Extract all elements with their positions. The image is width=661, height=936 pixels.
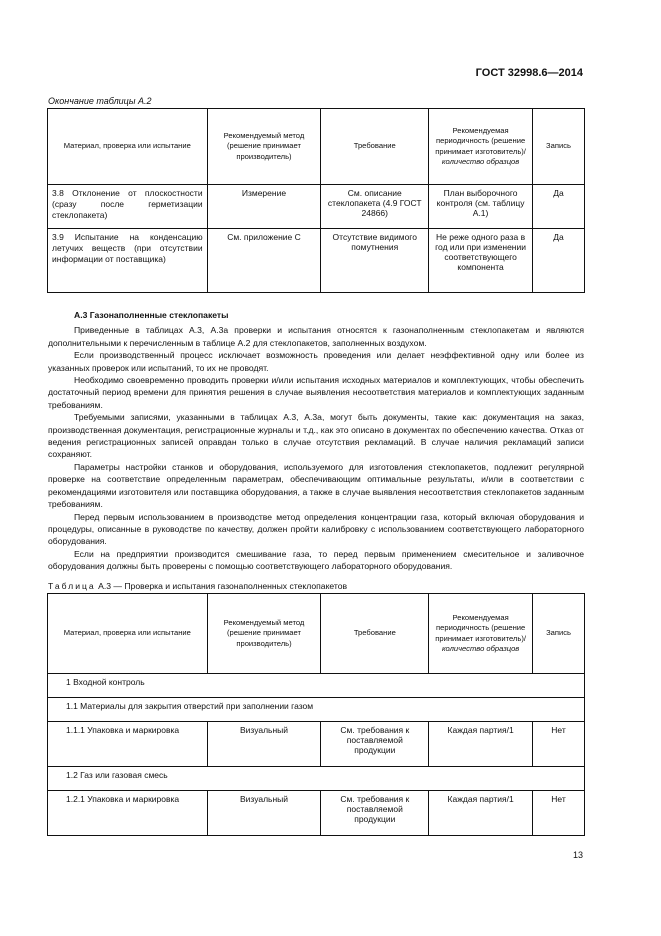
col-header-periodicity: Рекомендуемая периодичность (решение принимает изготовитель)/ количество образцов xyxy=(429,109,533,185)
cell-method: Визуальный xyxy=(207,722,321,767)
table-header-row xyxy=(48,109,585,185)
table-a3-caption: Таблица А.3 — Проверка и испытания газонаполненных стеклопакетов xyxy=(48,581,348,591)
group-gas-mixture: 1.2 Газ или газовая смесь xyxy=(48,767,585,791)
cell-periodicity: Не реже одного раза в год или при изменении соответствующего компонента xyxy=(429,229,533,293)
cell-requirement: См. требования к поставляемой продукции xyxy=(321,791,429,836)
section-heading: А.3 Газонаполненные стеклопакеты xyxy=(74,310,229,320)
col-header-requirement: Требование xyxy=(321,594,429,674)
table-row xyxy=(48,185,585,229)
section-a3 xyxy=(48,309,584,573)
col-header-method: Рекомендуемый метод (решение принимает производитель) xyxy=(207,594,321,674)
table-row xyxy=(48,722,585,767)
cell-periodicity: Каждая партия/1 xyxy=(429,722,533,767)
group-sealing-materials: 1.1 Материалы для закрытия отверстий при заполнении газом xyxy=(48,698,585,722)
paragraph: Требуемыми записями, указанными в таблицах А.3, А.3а, могут быть документы, такие как: документация на заказ, производственная документация, регистрационные журналы и т.д., как это описано в документах по обеспечению качества. Отказ от ведения регистрационных записей оправдан только в случае отсутствия рекламаций. В случае наличия рекламаций записи сохраняют. xyxy=(48,412,584,460)
table-a2-caption: Окончание таблицы А.2 xyxy=(48,96,152,106)
paragraph: Необходимо своевременно проводить проверки и/или испытания исходных материалов и комплектующих, чтобы обеспечить достаточный период времени для принятия решения в случае выявления несоответствия материалов и комплектующих заданным требованиям. xyxy=(48,375,584,410)
table-header-row xyxy=(48,594,585,674)
paragraph: Перед первым использованием в производстве метод определения концентрации газа, который включая оборудования и процедуры, описанные в руководстве по качеству, должен пройти калибровку с использованием соответствующего лабораторного оборудования. xyxy=(48,511,584,547)
cell-requirement: Отсутствие видимого помутнения xyxy=(321,229,429,293)
col-header-method: Рекомендуемый метод (решение принимает производитель) xyxy=(207,109,321,185)
cell-material: 3.8 Отклонение от плоскостности (сразу после герметизации стеклопакета) xyxy=(48,185,208,229)
group-incoming-control: 1 Входной контроль xyxy=(48,674,585,698)
cell-record: Нет xyxy=(533,722,585,767)
paragraph: Приведенные в таблицах А.3, А.3а проверки и испытания относятся к газонаполненным стеклопакетам и являются дополнительными к перечисленным в таблице А.2 для стеклопакетов, заполненных воздухом. xyxy=(48,325,584,348)
cell-method: Измерение xyxy=(207,185,321,229)
cell-material: 1.2.1 Упаковка и маркировка xyxy=(48,791,208,836)
table-a2 xyxy=(47,108,585,293)
table-row xyxy=(48,229,585,293)
col-header-requirement: Требование xyxy=(321,109,429,185)
col-header-record: Запись xyxy=(533,109,585,185)
table-group-row xyxy=(48,767,585,791)
paragraph: Если на предприятии производится смешивание газа, то перед первым применением смесительное и заливочное оборудования должны быть проверены с помощью соответствующего лабораторного оборудования. xyxy=(48,548,584,572)
col-header-material: Материал, проверка или испытание xyxy=(48,594,208,674)
col-header-periodicity: Рекомендуемая периодичность (решение принимает изготовитель)/ количество образцов xyxy=(429,594,533,674)
cell-periodicity: Каждая партия/1 xyxy=(429,791,533,836)
cell-requirement: См. требования к поставляемой продукции xyxy=(321,722,429,767)
table-group-row xyxy=(48,674,585,698)
cell-material: 1.1.1 Упаковка и маркировка xyxy=(48,722,208,767)
cell-material: 3.9 Испытание на конденсацию летучих веществ (при отсутствии информации от поставщика) xyxy=(48,229,208,293)
table-a3 xyxy=(47,593,585,836)
col-header-material: Материал, проверка или испытание xyxy=(48,109,208,185)
paragraph: Параметры настройки станков и оборудования, используемого для изготовления стеклопакетов, подлежит регулярной проверке на соответствие определенным параметрам, обеспечивающим оптимальные результаты, и/или в соответствии с рекомендациями изготовителя или поставщика оборудования, а также в случае выявления несоответствия стеклопакетов заданным требованиям. xyxy=(48,461,584,510)
document-standard-number: ГОСТ 32998.6—2014 xyxy=(475,67,583,79)
cell-method: См. приложение С xyxy=(207,229,321,293)
cell-record: Да xyxy=(533,185,585,229)
cell-record: Да xyxy=(533,229,585,293)
col-header-record: Запись xyxy=(533,594,585,674)
table-group-row xyxy=(48,698,585,722)
page-number: 13 xyxy=(572,850,583,860)
paragraph: Если производственный процесс исключает возможность проведения или делает неэффективной одну или более из указанных проверок или испытаний, то их не проводят. xyxy=(48,350,584,373)
cell-method: Визуальный xyxy=(207,791,321,836)
cell-record: Нет xyxy=(533,791,585,836)
cell-requirement: См. описание стеклопакета (4.9 ГОСТ 24866) xyxy=(321,185,429,229)
table-row xyxy=(48,791,585,836)
cell-periodicity: План выборочного контроля (см. таблицу А.1) xyxy=(429,185,533,229)
